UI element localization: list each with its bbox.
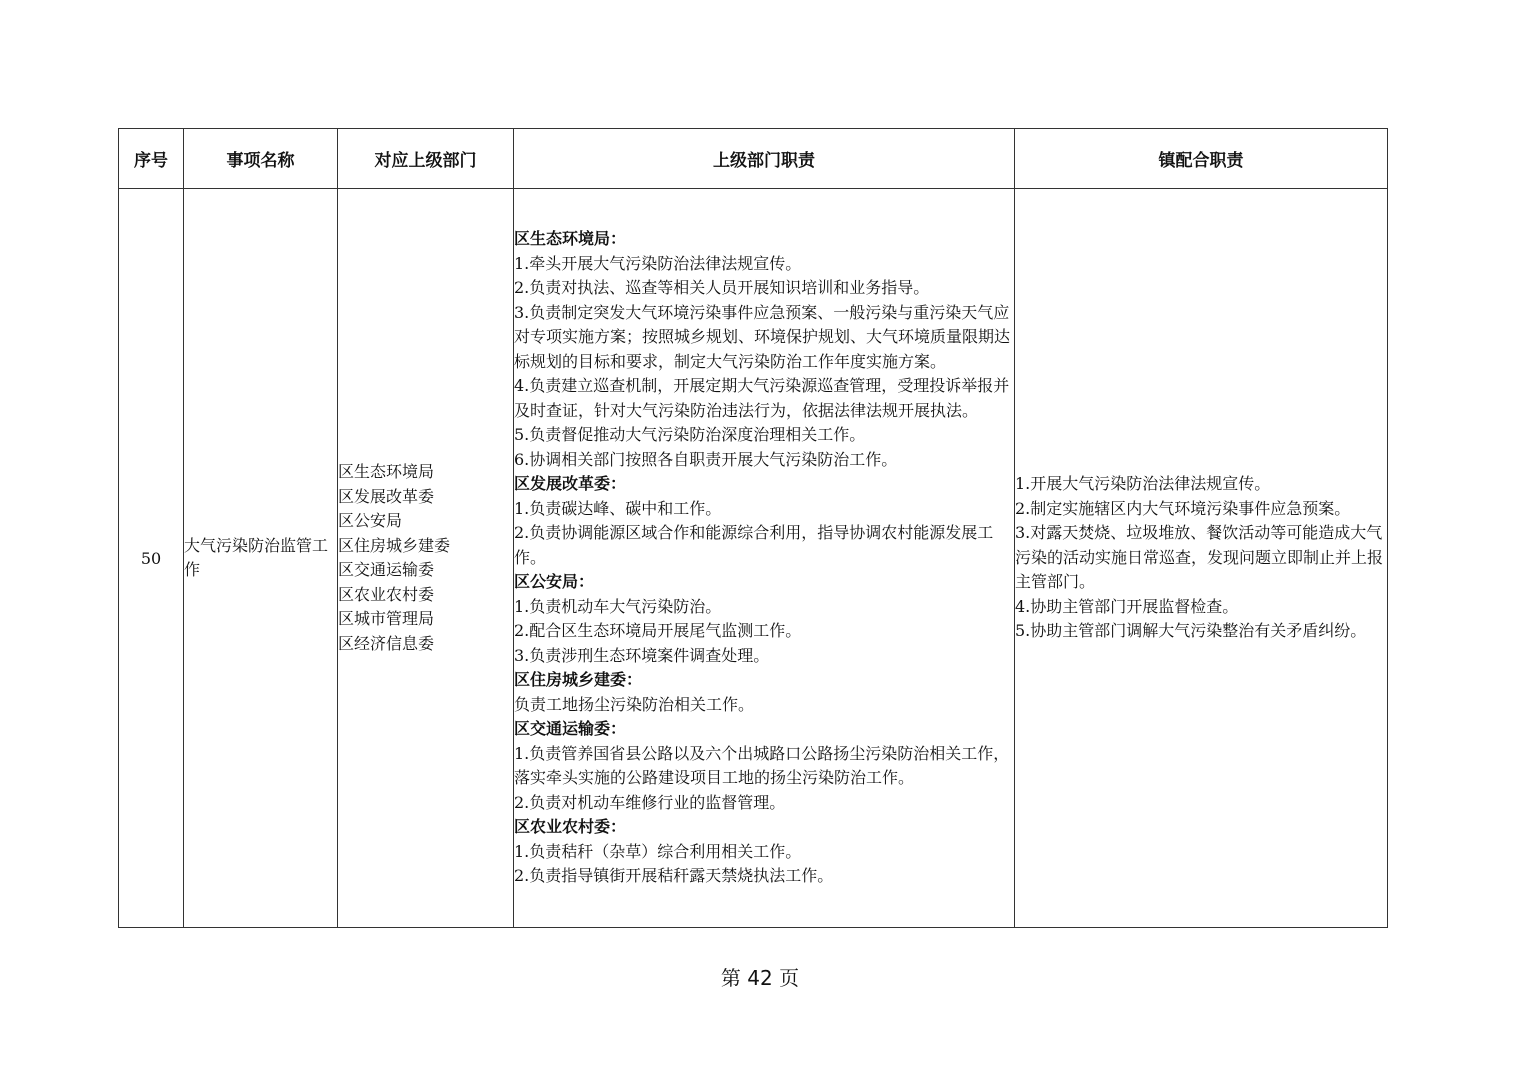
- town-duty-item: 3.对露天焚烧、垃圾堆放、餐饮活动等可能造成大气污染的活动实施日常巡查，发现问题立即制止并上报主管部门。: [1015, 523, 1384, 592]
- table-header-row: [119, 129, 1388, 189]
- department-item: 区交通运输委: [338, 560, 435, 579]
- duty-item: 3.负责涉刑生态环境案件调查处理。: [514, 645, 770, 665]
- department-item: 区生态环境局: [338, 462, 435, 481]
- duty-item: 3.负责制定突发大气环境污染事件应急预案、一般污染与重污染天气应对专项实施方案；按照城乡规划、环境保护规划、大气环境质量限期达标规划的目标和要求，制定大气污染防治工作年度实施方案。: [514, 302, 1011, 371]
- page-number: 第 42 页: [720, 966, 800, 990]
- dept-block-title: 区农业农村委：: [514, 817, 627, 837]
- town-duty-item: 1.开展大气污染防治法律法规宣传。: [1015, 474, 1271, 494]
- department-item: 区城市管理局: [338, 609, 435, 628]
- department-item: 区农业农村委: [338, 584, 435, 604]
- table-row: [119, 189, 1388, 928]
- duty-item: 4.负责建立巡查机制，开展定期大气污染源巡查管理，受理投诉举报并及时查证，针对大气污染防治违法行为，依据法律法规开展执法。: [514, 376, 1010, 420]
- dept-block-title: 区公安局：: [514, 572, 595, 592]
- header-town-duties: 镇配合职责: [1015, 129, 1388, 189]
- row-number: 50: [119, 189, 184, 928]
- duty-item: 2.负责指导镇街开展秸秆露天禁烧执法工作。: [514, 866, 834, 886]
- department-item: 区经济信息委: [338, 633, 435, 653]
- duty-item: 1.负责碳达峰、碳中和工作。: [514, 498, 722, 518]
- duty-item: 1.负责秸秆（杂草）综合利用相关工作。: [514, 841, 802, 861]
- responsibility-table: [118, 128, 1388, 928]
- dept-block-title: 区发展改革委：: [514, 474, 627, 494]
- dept-block-title: 区住房城乡建委：: [514, 670, 643, 690]
- duty-item: 1.负责机动车大气污染防治。: [514, 596, 722, 616]
- dept-duties-cell: [514, 189, 1015, 928]
- dept-block-title: 区生态环境局：: [514, 229, 627, 249]
- header-dept-duties: 上级部门职责: [514, 129, 1015, 189]
- duty-item: 6.协调相关部门按照各自职责开展大气污染防治工作。: [514, 449, 898, 469]
- town-duty-item: 5.协助主管部门调解大气污染整治有关矛盾纠纷。: [1015, 621, 1367, 641]
- dept-block-title: 区交通运输委：: [514, 719, 627, 739]
- duty-item: 1.牵头开展大气污染防治法律法规宣传。: [514, 253, 802, 273]
- department-item: 区住房城乡建委: [338, 535, 451, 555]
- town-duties-cell: [1015, 189, 1388, 928]
- duty-item: 2.负责协调能源区域合作和能源综合利用，指导协调农村能源发展工作。: [514, 523, 994, 567]
- duty-item: 2.负责对机动车维修行业的监督管理。: [514, 792, 786, 812]
- department-item: 区发展改革委: [338, 486, 435, 506]
- town-duty-item: 2.制定实施辖区内大气环境污染事件应急预案。: [1015, 498, 1351, 518]
- duty-item: 2.负责对执法、巡查等相关人员开展知识培训和业务指导。: [514, 278, 930, 298]
- town-duty-item: 4.协助主管部门开展监督检查。: [1015, 596, 1239, 616]
- item-name: 大气污染防治监管工作: [184, 189, 338, 928]
- header-departments: 对应上级部门: [338, 129, 514, 189]
- duty-item: 负责工地扬尘污染防治相关工作。: [514, 694, 755, 714]
- duty-item: 5.负责督促推动大气污染防治深度治理相关工作。: [514, 425, 866, 445]
- duty-item: 2.配合区生态环境局开展尾气监测工作。: [514, 621, 802, 641]
- duty-item: 1.负责管养国省县公路以及六个出城路口公路扬尘污染防治相关工作，落实牵头实施的公路建设项目工地的扬尘污染防治工作。: [514, 743, 1010, 788]
- header-no: 序号: [119, 129, 184, 189]
- department-item: 区公安局: [338, 511, 403, 530]
- departments-cell: [338, 189, 514, 928]
- header-item-name: 事项名称: [184, 129, 338, 189]
